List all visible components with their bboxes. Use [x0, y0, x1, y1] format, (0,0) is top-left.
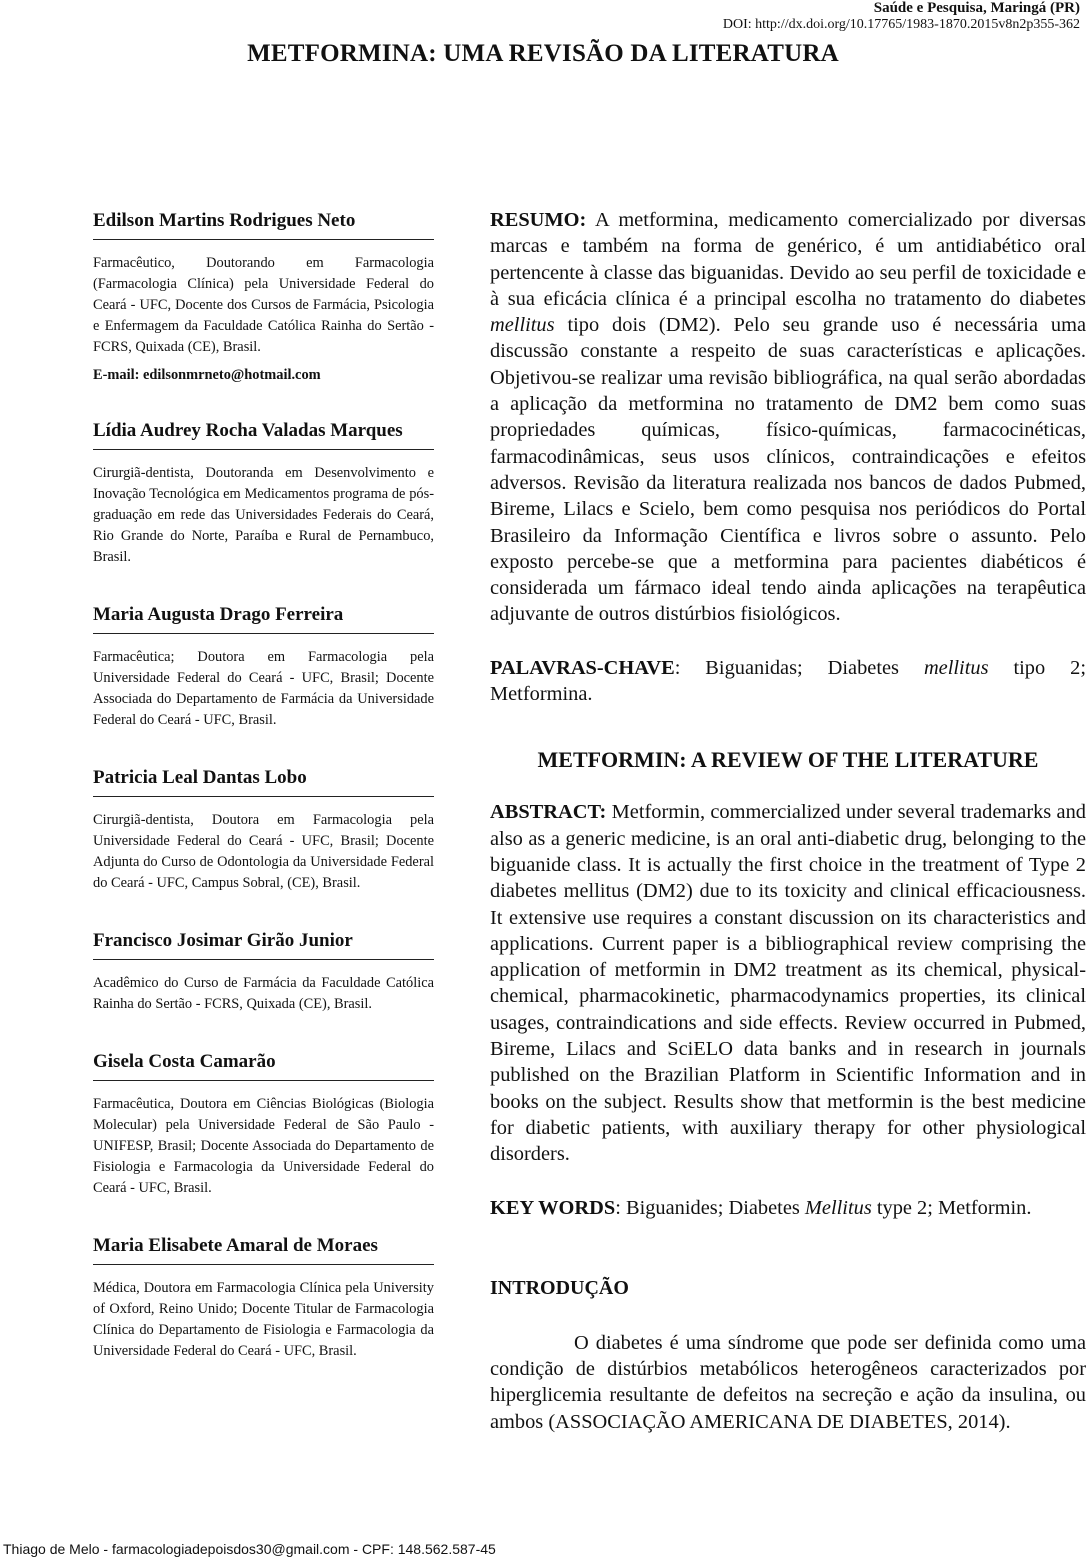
authors-column — [93, 210, 434, 1398]
author-name: Lídia Audrey Rocha Valadas Marques — [93, 420, 434, 450]
resumo-label: RESUMO: — [490, 209, 587, 231]
key-words-text-cont: type 2; Metformin. — [871, 1196, 1032, 1219]
author-affiliation: Farmacêutica; Doutora em Farmacologia pela Universidade Federal do Ceará - UFC, Brasil; Docente Associada do Departamento de Farmácia da Universidade Federal do Ceará - UFC, Brasil. — [93, 649, 434, 728]
author-block — [93, 767, 434, 894]
palavras-chave-label: PALAVRAS-CHAVE — [490, 656, 675, 679]
journal-name: Saúde e Pesquisa, Maringá (PR) — [873, 0, 1080, 16]
author-affiliation: Cirurgiã-dentista, Doutora em Farmacologia pela Universidade Federal do Ceará - UFC, Brasil; Docente Adjunta do Curso de Odontologia da Universidade Federal do Ceará - UFC, Campus Sobral, (CE), Brasil. — [93, 812, 434, 891]
author-name: Maria Elisabete Amaral de Moraes — [93, 1235, 434, 1265]
resumo-text-cont: tipo dois (DM2). Pelo seu grande uso é necessária uma discussão constante a respeito de suas características e aplicações. Objetivou-se realizar uma revisão bibliográfica, na qual serão abordadas a aplicação da metformina no tratamento de DM2 bem como suas propriedades químicas, físico-químicas, farmacocinéticas, farmacodinâmicas, seus usos clínicos, contraindicações e efeitos adversos. Revisão da literatura realizada nos bancos de dados Pubmed, Bireme, Lilacs e Scielo, bem como pesquisa nos periódicos do Portal Brasileiro da Informação Científica e livros sobre o assunto. Pelo exposto percebe-se que a metformina para pacientes diabéticos é considerada um fármaco ideal tendo ainda aplicações na terapêutica adjuvante de outros distúrbios fisiológicos. — [490, 314, 1086, 626]
author-name: Patricia Leal Dantas Lobo — [93, 767, 434, 797]
palavras-chave-text: : Biguanidas; Diabetes — [674, 656, 924, 679]
key-words — [490, 1195, 1086, 1221]
main-column — [490, 207, 1086, 1435]
author-name: Gisela Costa Camarão — [93, 1051, 434, 1081]
author-affiliation: Acadêmico do Curso de Farmácia da Faculdade Católica Rainha do Sertão - FCRS, Quixada (CE), Brasil. — [93, 975, 434, 1012]
author-block — [93, 420, 434, 568]
author-affiliation: Cirurgiã-dentista, Doutoranda em Desenvolvimento e Inovação Tecnológica em Medicamentos programa de pós-graduação em rede das Universidades Federais do Ceará, Rio Grande do Norte, Paraíba e Rural de Pernambuco, Brasil. — [93, 465, 434, 565]
author-block — [93, 930, 434, 1015]
watermark-footer: Thiago de Melo - farmacologiadepoisdos30@gmail.com - CPF: 148.562.587-45 — [3, 1541, 496, 1557]
english-title: METFORMIN: A REVIEW OF THE LITERATURE — [537, 747, 1039, 773]
abstract-text: Metformin, commercialized under several trademarks and also as a generic medicine, is an oral anti-diabetic drug, belonging to the biguanide class. It is actually the first choice in the treatment of Type 2 diabetes mellitus (DM2) due to its toxicity and clinical efficaciousness. It extensive use requires a constant discussion on its characteristics and applications. Current paper is a bibliographical review comprising the application of metformin in DM2 treatment as its chemical, physical-chemical, pharmacokinetic, pharmacodynamics properties, its clinical usages, contraindications and side effects. Review occurred in Pubmed, Bireme, Lilacs and SciELO data banks and in research in journals published on the Brazilian Platform in Scientific Information and in books on the subject. Results show that metformin is the best medicine for diabetic patients, with auxiliary therapy for other physiological disorders. — [490, 801, 1086, 1166]
author-affiliation: Farmacêutico, Doutorando em Farmacologia (Farmacologia Clínica) pela Universidade Federal do Ceará - UFC, Docente dos Cursos de Farmácia, Psicologia e Enfermagem da Faculdade Católica Rainha do Sertão - FCRS, Quixada (CE), Brasil. — [93, 255, 434, 355]
resumo-text: A metformina, medicamento comercializado por diversas marcas e também na forma de genérico, é um antidiabético oral pertencente à classe das biguanidas. Devido ao seu perfil de toxicidade e à sua eficácia clínica é a principal escolha no tratamento do diabetes — [490, 209, 1086, 310]
resumo-italic: mellitus — [490, 314, 555, 337]
intro-heading: INTRODUÇÃO — [490, 1276, 629, 1299]
author-block — [93, 210, 434, 384]
author-name: Edilson Martins Rodrigues Neto — [93, 210, 434, 240]
resumo-paragraph — [490, 207, 1086, 628]
author-block — [93, 1235, 434, 1362]
key-words-label: KEY WORDS — [490, 1196, 616, 1219]
abstract-label: ABSTRACT: — [490, 801, 607, 824]
doi-link[interactable]: DOI: http://dx.doi.org/10.17765/1983-1870.2015v8n2p355-362 — [722, 17, 1080, 32]
article-title: METFORMINA: UMA REVISÃO DA LITERATURA — [247, 40, 839, 67]
palavras-chave — [490, 655, 1086, 708]
palavras-chave-text-cont: tipo 2; Metformina. — [490, 656, 1086, 706]
author-affiliation: Médica, Doutora em Farmacologia Clínica pela University of Oxford, Reino Unido; Docente Titular de Farmacologia Clínica do Departamento de Fisiologia e Farmacologia da Universidade Federal do Ceará - UFC, Brasil. — [93, 1280, 434, 1359]
author-block — [93, 604, 434, 731]
abstract-paragraph — [490, 799, 1086, 1167]
author-block — [93, 1051, 434, 1199]
key-words-text: : Biguanides; Diabetes — [615, 1196, 805, 1219]
key-words-italic: Mellitus — [804, 1196, 872, 1219]
intro-paragraph: O diabetes é uma síndrome que pode ser definida como uma condição de distúrbios metabólicos heterogêneos caracterizados por hiperglicemia resultante de defeitos na secreção e ação da insulina, ou ambos (ASSOCIAÇÃO AMERICANA DE DIABETES, 2014). — [490, 1331, 1086, 1433]
author-name: Maria Augusta Drago Ferreira — [93, 604, 434, 634]
palavras-chave-italic: mellitus — [923, 656, 989, 679]
author-affiliation: Farmacêutica, Doutora em Ciências Biológicas (Biologia Molecular) pela Universidade Federal de São Paulo - UNIFESP, Brasil; Docente Associada do Departamento de Fisiologia e Farmacologia da Universidade Federal do Ceará - UFC, Brasil. — [93, 1096, 434, 1196]
author-name: Francisco Josimar Girão Junior — [93, 930, 434, 960]
author-email[interactable]: E-mail: edilsonmrneto@hotmail.com — [93, 367, 321, 383]
